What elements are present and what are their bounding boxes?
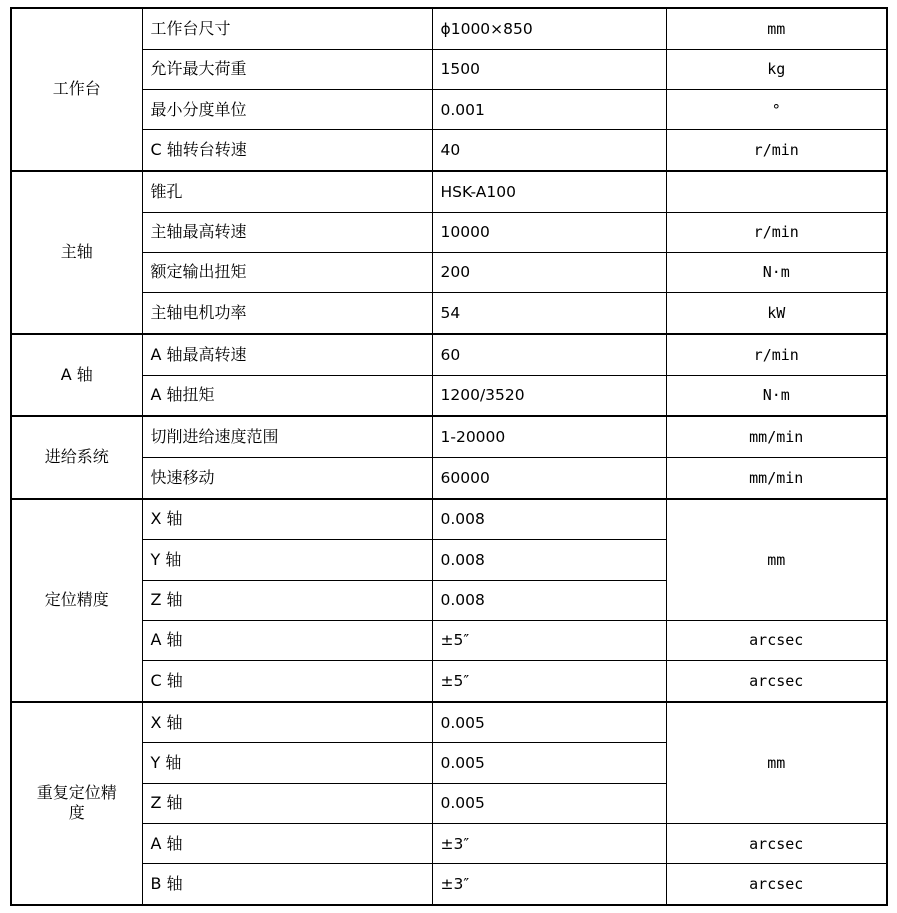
param-name: A 轴扭矩 [142,375,432,416]
table-row [11,864,887,905]
param-value: ±5″ [432,661,666,702]
table-row [11,171,887,212]
param-value: 1500 [432,49,666,89]
param-name: X 轴 [142,702,432,743]
table-row [11,130,887,171]
param-unit: r/min [666,334,887,375]
table-row [11,823,887,863]
table-row [11,49,887,89]
group-label: 进给系统 [11,416,142,498]
group-label: 重复定位精度 [11,702,142,905]
param-name: Z 轴 [142,580,432,620]
param-unit: kg [666,49,887,89]
param-name: C 轴 [142,661,432,702]
group-label: A 轴 [11,334,142,416]
param-unit [666,171,887,212]
param-value: ±5″ [432,620,666,660]
param-value: 0.005 [432,743,666,783]
param-name: Y 轴 [142,540,432,580]
param-unit: arcsec [666,823,887,863]
param-name: A 轴 [142,620,432,660]
table-row [11,293,887,334]
table-row [11,89,887,129]
param-name: Z 轴 [142,783,432,823]
param-name: A 轴最高转速 [142,334,432,375]
param-name: 锥孔 [142,171,432,212]
table-row [11,416,887,457]
param-value: 60 [432,334,666,375]
table-row [11,375,887,416]
group-label: 主轴 [11,171,142,334]
param-value: ±3″ [432,864,666,905]
param-name: C 轴转台转速 [142,130,432,171]
param-value: 0.001 [432,89,666,129]
param-value: 1200/3520 [432,375,666,416]
param-unit: arcsec [666,661,887,702]
param-value: 1-20000 [432,416,666,457]
param-value: ϕ1000×850 [432,8,666,49]
param-name: 主轴电机功率 [142,293,432,334]
param-name: 最小分度单位 [142,89,432,129]
table-row [11,702,887,743]
table-row [11,252,887,292]
spec-table [10,7,888,906]
param-unit: kW [666,293,887,334]
param-unit: mm [666,499,887,621]
param-unit: mm [666,702,887,824]
table-row [11,8,887,49]
param-value: 40 [432,130,666,171]
param-unit: N·m [666,375,887,416]
param-unit: mm/min [666,457,887,498]
param-unit: mm [666,8,887,49]
param-name: 切削进给速度范围 [142,416,432,457]
table-row [11,212,887,252]
param-unit: N·m [666,252,887,292]
param-unit: r/min [666,130,887,171]
param-unit: mm/min [666,416,887,457]
param-value: 0.005 [432,702,666,743]
group-label: 定位精度 [11,499,142,702]
param-name: A 轴 [142,823,432,863]
param-unit: arcsec [666,620,887,660]
param-name: 额定输出扭矩 [142,252,432,292]
param-name: 快速移动 [142,457,432,498]
param-name: 允许最大荷重 [142,49,432,89]
param-unit: r/min [666,212,887,252]
param-name: 主轴最高转速 [142,212,432,252]
param-value: 54 [432,293,666,334]
table-row [11,457,887,498]
param-value: 60000 [432,457,666,498]
param-value: 0.008 [432,499,666,540]
param-value: 10000 [432,212,666,252]
param-name: X 轴 [142,499,432,540]
param-name: Y 轴 [142,743,432,783]
param-value: HSK-A100 [432,171,666,212]
table-row [11,620,887,660]
table-row [11,661,887,702]
param-unit: arcsec [666,864,887,905]
table-row [11,499,887,540]
param-value: 0.005 [432,783,666,823]
param-name: 工作台尺寸 [142,8,432,49]
param-value: 0.008 [432,540,666,580]
table-row [11,334,887,375]
group-label: 工作台 [11,8,142,171]
param-value: ±3″ [432,823,666,863]
param-name: B 轴 [142,864,432,905]
param-value: 0.008 [432,580,666,620]
param-unit: ° [666,89,887,129]
param-value: 200 [432,252,666,292]
